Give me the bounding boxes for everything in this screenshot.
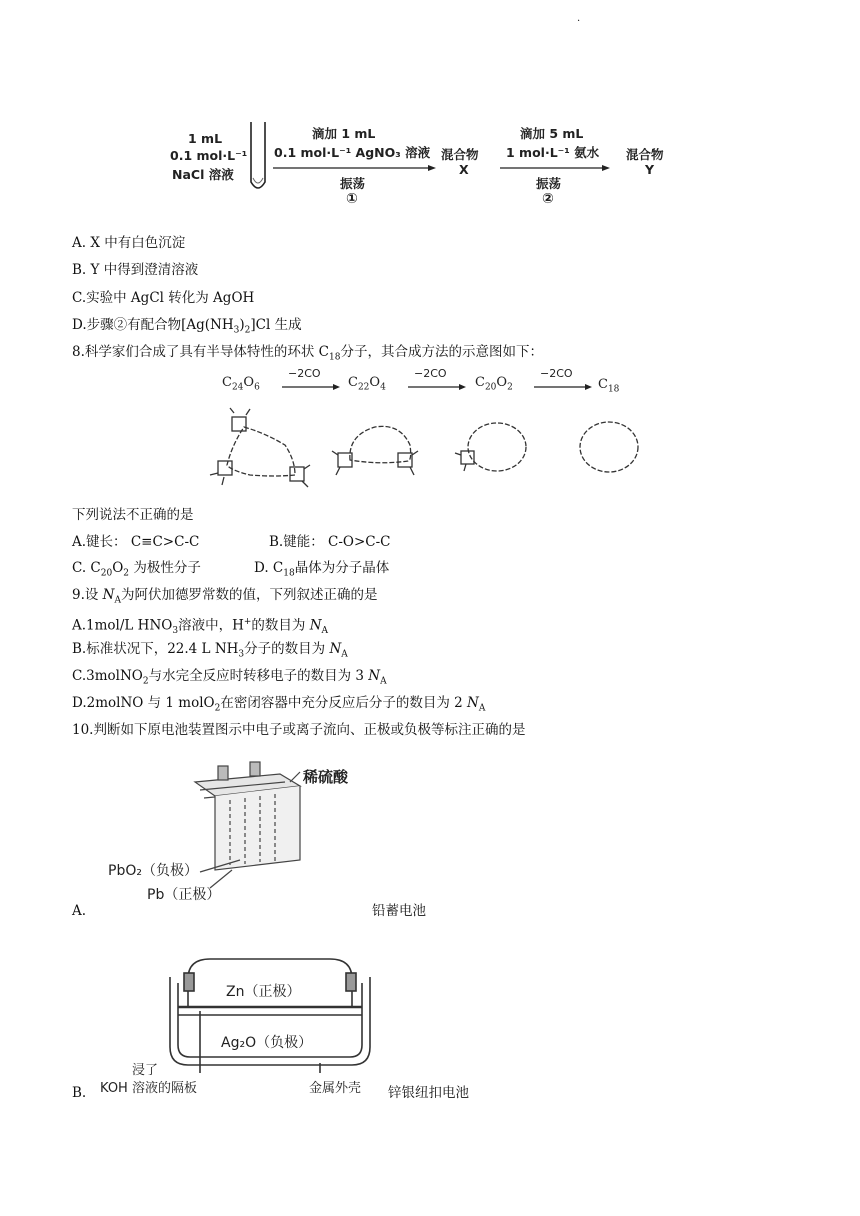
q9-option-b: B.标准状况下，22.4 L $NH_3$分子的数目为 $N_A$ xyxy=(72,641,348,660)
formula-c20o2: $C_{20}O_2$ xyxy=(475,375,513,393)
q8-option-d: D. $C_{18}$晶体为分子晶体 xyxy=(254,560,390,579)
top-dot: . xyxy=(577,13,581,24)
formula-c24o6: $C_{24}O_6$ xyxy=(222,375,260,393)
q9-stem: 9.设 $N_A$为阿伏加德罗常数的值，下列叙述正确的是 xyxy=(72,587,378,606)
lead-acid-graphic xyxy=(0,760,860,920)
formula-c18: $C_{18}$ xyxy=(598,377,620,395)
q10-option-a-name: 铅蓄电池 xyxy=(372,903,426,919)
label-koh-separator: KOH 溶液的隔板 xyxy=(100,1081,197,1096)
arrow-label-2: −2CO xyxy=(414,367,447,380)
label-zn-positive: Zn（正极） xyxy=(226,984,301,1000)
mixture-y-letter: Y xyxy=(645,162,655,177)
label-pb-positive: Pb（正极） xyxy=(147,887,221,903)
q7-option-b: B. Y 中得到澄清溶液 xyxy=(72,262,199,278)
button-cell-graphic xyxy=(0,935,860,1100)
label-dilute-sulfuric-acid: 稀硫酸 xyxy=(303,768,349,786)
step2-add: 滴加 5 mL xyxy=(520,126,584,141)
label-separator-soaked: 浸了 xyxy=(132,1063,159,1078)
q10-option-a-label: A. xyxy=(72,903,87,919)
start-solution: NaCl 溶液 xyxy=(172,167,234,182)
formula-c22o4: $C_{22}O_4$ xyxy=(348,375,386,393)
step1-reagent: 0.1 mol·L⁻¹ AgNO₃ 溶液 xyxy=(274,145,431,160)
experiment-scheme xyxy=(0,0,860,230)
label-metal-shell: 金属外壳 xyxy=(309,1081,362,1096)
label-ag2o-negative: Ag₂O（负极） xyxy=(221,1035,313,1051)
step2-shake: 振荡 xyxy=(536,176,562,191)
q8-stem: 8.科学家们合成了具有半导体特性的环状 $C_{18}$分子，其合成方法的示意图如下： xyxy=(72,344,543,363)
q10-stem: 10.判断如下原电池装置图示中电子或离子流向、正极或负极等标注正确的是 xyxy=(72,722,526,738)
q7-option-d: D.步骤②有配合物$[Ag(NH_3)_2]Cl$ 生成 xyxy=(72,317,302,336)
q9-option-a: A.1mol/L $HNO_3$溶液中，H+的数目为 $N_A$ xyxy=(72,617,329,637)
molecule-c20o2 xyxy=(455,423,526,471)
label-pbo2-negative: PbO₂（负极） xyxy=(108,863,198,879)
molecule-c24o6 xyxy=(210,408,310,487)
mixture-x-label: 混合物 xyxy=(441,147,479,162)
arrow-label-3: −2CO xyxy=(540,367,573,380)
button-cell-figure xyxy=(0,935,860,1100)
scheme-graphics xyxy=(0,0,860,230)
start-volume: 1 mL xyxy=(188,131,223,146)
step1-add: 滴加 1 mL xyxy=(312,126,376,141)
q8-option-a: A.键长： C≡C>C-C xyxy=(72,534,200,550)
mixture-y-label: 混合物 xyxy=(626,147,664,162)
q9-option-c: C.3molNO$_2$与水完全反应时转移电子的数目为 3 $N_A$ xyxy=(72,668,387,687)
step2-number: ② xyxy=(542,191,554,207)
arrow-label-1: −2CO xyxy=(288,367,321,380)
q9-option-d: D.2molNO 与 1 molO$_2$在密闭容器中充分反应后分子的数目为 2 $N_A$ xyxy=(72,695,486,714)
q7-option-a: A. X 中有白色沉淀 xyxy=(72,235,186,251)
q8-option-b: B.键能： C-O>C-C xyxy=(269,534,391,550)
q8-question: 下列说法不正确的是 xyxy=(72,507,194,523)
start-conc: 0.1 mol·L⁻¹ xyxy=(170,148,248,163)
q10-option-b-name: 锌银纽扣电池 xyxy=(388,1085,469,1101)
c18-synthesis-diagram xyxy=(0,365,860,505)
step1-number: ① xyxy=(346,191,358,207)
step1-shake: 振荡 xyxy=(340,176,366,191)
q7-option-c: C.实验中 AgCl 转化为 AgOH xyxy=(72,290,255,306)
q8-option-c: C. $C_{20}O_2$ 为极性分子 xyxy=(72,560,201,579)
lead-acid-battery-figure xyxy=(0,760,860,920)
mixture-x-letter: X xyxy=(459,162,469,177)
step2-reagent: 1 mol·L⁻¹ 氨水 xyxy=(506,145,600,160)
q10-option-b-label: B. xyxy=(72,1085,87,1101)
c18-structures xyxy=(0,365,860,505)
molecule-c22o4 xyxy=(332,426,418,475)
molecule-c18 xyxy=(580,422,638,472)
